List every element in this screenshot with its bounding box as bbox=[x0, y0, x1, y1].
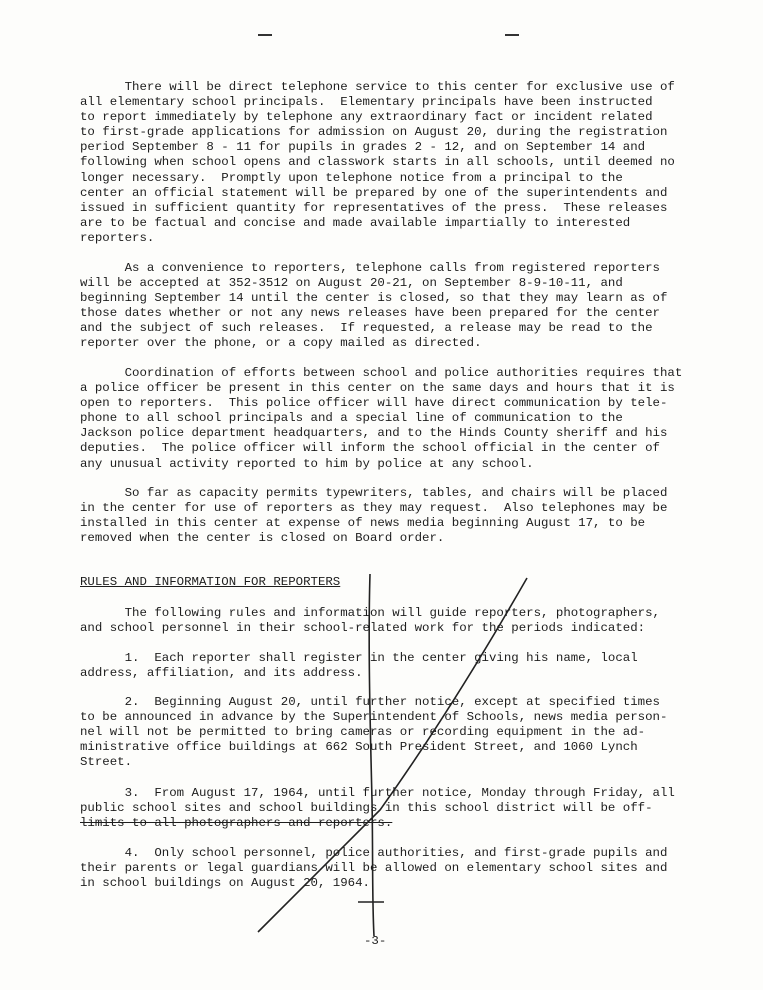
text-line: deputies. The police officer will inform the school official in the center of bbox=[80, 441, 660, 456]
text-line: any unusual activity reported to him by police at any school. bbox=[80, 456, 534, 471]
page-number: -3- bbox=[364, 934, 387, 948]
text-line: beginning September 14 until the center is closed, so that they may learn as of bbox=[80, 291, 668, 306]
struck-text-line: limits to all photographers and reporters. bbox=[80, 816, 393, 831]
text-line: As a convenience to reporters, telephone calls from registered reporters bbox=[80, 261, 660, 275]
text-line: removed when the center is closed on Board order. bbox=[80, 531, 445, 546]
text-line: and the subject of such releases. If requested, a release may be read to the bbox=[80, 321, 653, 336]
text-line: The following rules and information will guide reporters, photographers, bbox=[80, 606, 660, 620]
text-line: 4. Only school personnel, police authorities, and first-grade pupils and bbox=[80, 846, 668, 860]
text-line: nel will not be permitted to bring cameras or recording equipment in the ad- bbox=[80, 725, 646, 740]
text-line: reporters. bbox=[80, 230, 155, 245]
text-line: those dates whether or not any news releases have been prepared for the center bbox=[80, 306, 660, 321]
text-line: 3. From August 17, 1964, until further notice, Monday through Friday, all bbox=[80, 786, 675, 800]
text-line: in school buildings on August 20, 1964. bbox=[80, 876, 370, 891]
text-line: address, affiliation, and its address. bbox=[80, 666, 363, 681]
text-line: longer necessary. Promptly upon telephone notice from a principal to the bbox=[80, 170, 623, 185]
text-line: will be accepted at 352-3512 on August 20-21, on September 8-9-10-11, and bbox=[80, 276, 623, 291]
text-line: to first-grade applications for admission on August 20, during the registration bbox=[80, 125, 668, 140]
text-line: ministrative office buildings at 662 South President Street, and 1060 Lynch bbox=[80, 740, 638, 755]
text-line: all elementary school principals. Elementary principals have been instructed bbox=[80, 95, 653, 110]
text-line: Street. bbox=[80, 755, 133, 770]
text-line: Coordination of efforts between school and police authorities requires that bbox=[80, 366, 683, 380]
text-line: and school personnel in their school-related work for the periods indicated: bbox=[80, 621, 646, 636]
section-heading: RULES AND INFORMATION FOR REPORTERS bbox=[80, 575, 341, 589]
text-line: period September 8 - 11 for pupils in grades 2 - 12, and on September 14 and bbox=[80, 140, 646, 155]
text-line: installed in this center at expense of news media beginning August 17, to be bbox=[80, 516, 646, 531]
text-line: in the center for use of reporters as they may request. Also telephones may be bbox=[80, 501, 668, 516]
text-line: their parents or legal guardians will be allowed on elementary school sites and bbox=[80, 861, 668, 876]
text-line: public school sites and school buildings in this school district will be off- bbox=[80, 801, 653, 816]
text-line: center an official statement will be prepared by one of the superintendents and bbox=[80, 185, 668, 200]
text-line: to report immediately by telephone any extraordinary fact or incident related bbox=[80, 110, 653, 125]
text-line: Jackson police department headquarters, and to the Hinds County sheriff and his bbox=[80, 426, 668, 441]
text-line: issued in sufficient quantity for representatives of the press. These releases bbox=[80, 200, 668, 215]
text-line: reporter over the phone, or a copy mailed as directed. bbox=[80, 336, 482, 351]
text-line: 1. Each reporter shall register in the center giving his name, local bbox=[80, 651, 638, 665]
text-line: phone to all school principals and a special line of communication to the bbox=[80, 411, 623, 426]
vertical-margin-line bbox=[369, 574, 374, 936]
text-line: following when school opens and classwork starts in all schools, until deemed no bbox=[80, 155, 675, 170]
text-line: to be announced in advance by the Superintendent of Schools, news media person- bbox=[80, 710, 668, 725]
diagonal-cross-line bbox=[258, 578, 527, 932]
text-line: open to reporters. This police officer will have direct communication by tele- bbox=[80, 396, 668, 411]
text-line: are to be factual and concise and made available impartially to interested bbox=[80, 215, 631, 230]
text-line: a police officer be present in this center on the same days and hours that it is bbox=[80, 381, 675, 396]
text-line: So far as capacity permits typewriters, tables, and chairs will be placed bbox=[80, 486, 668, 500]
text-line: 2. Beginning August 20, until further notice, except at specified times bbox=[80, 695, 660, 709]
text-line: There will be direct telephone service to this center for exclusive use of bbox=[80, 80, 675, 94]
